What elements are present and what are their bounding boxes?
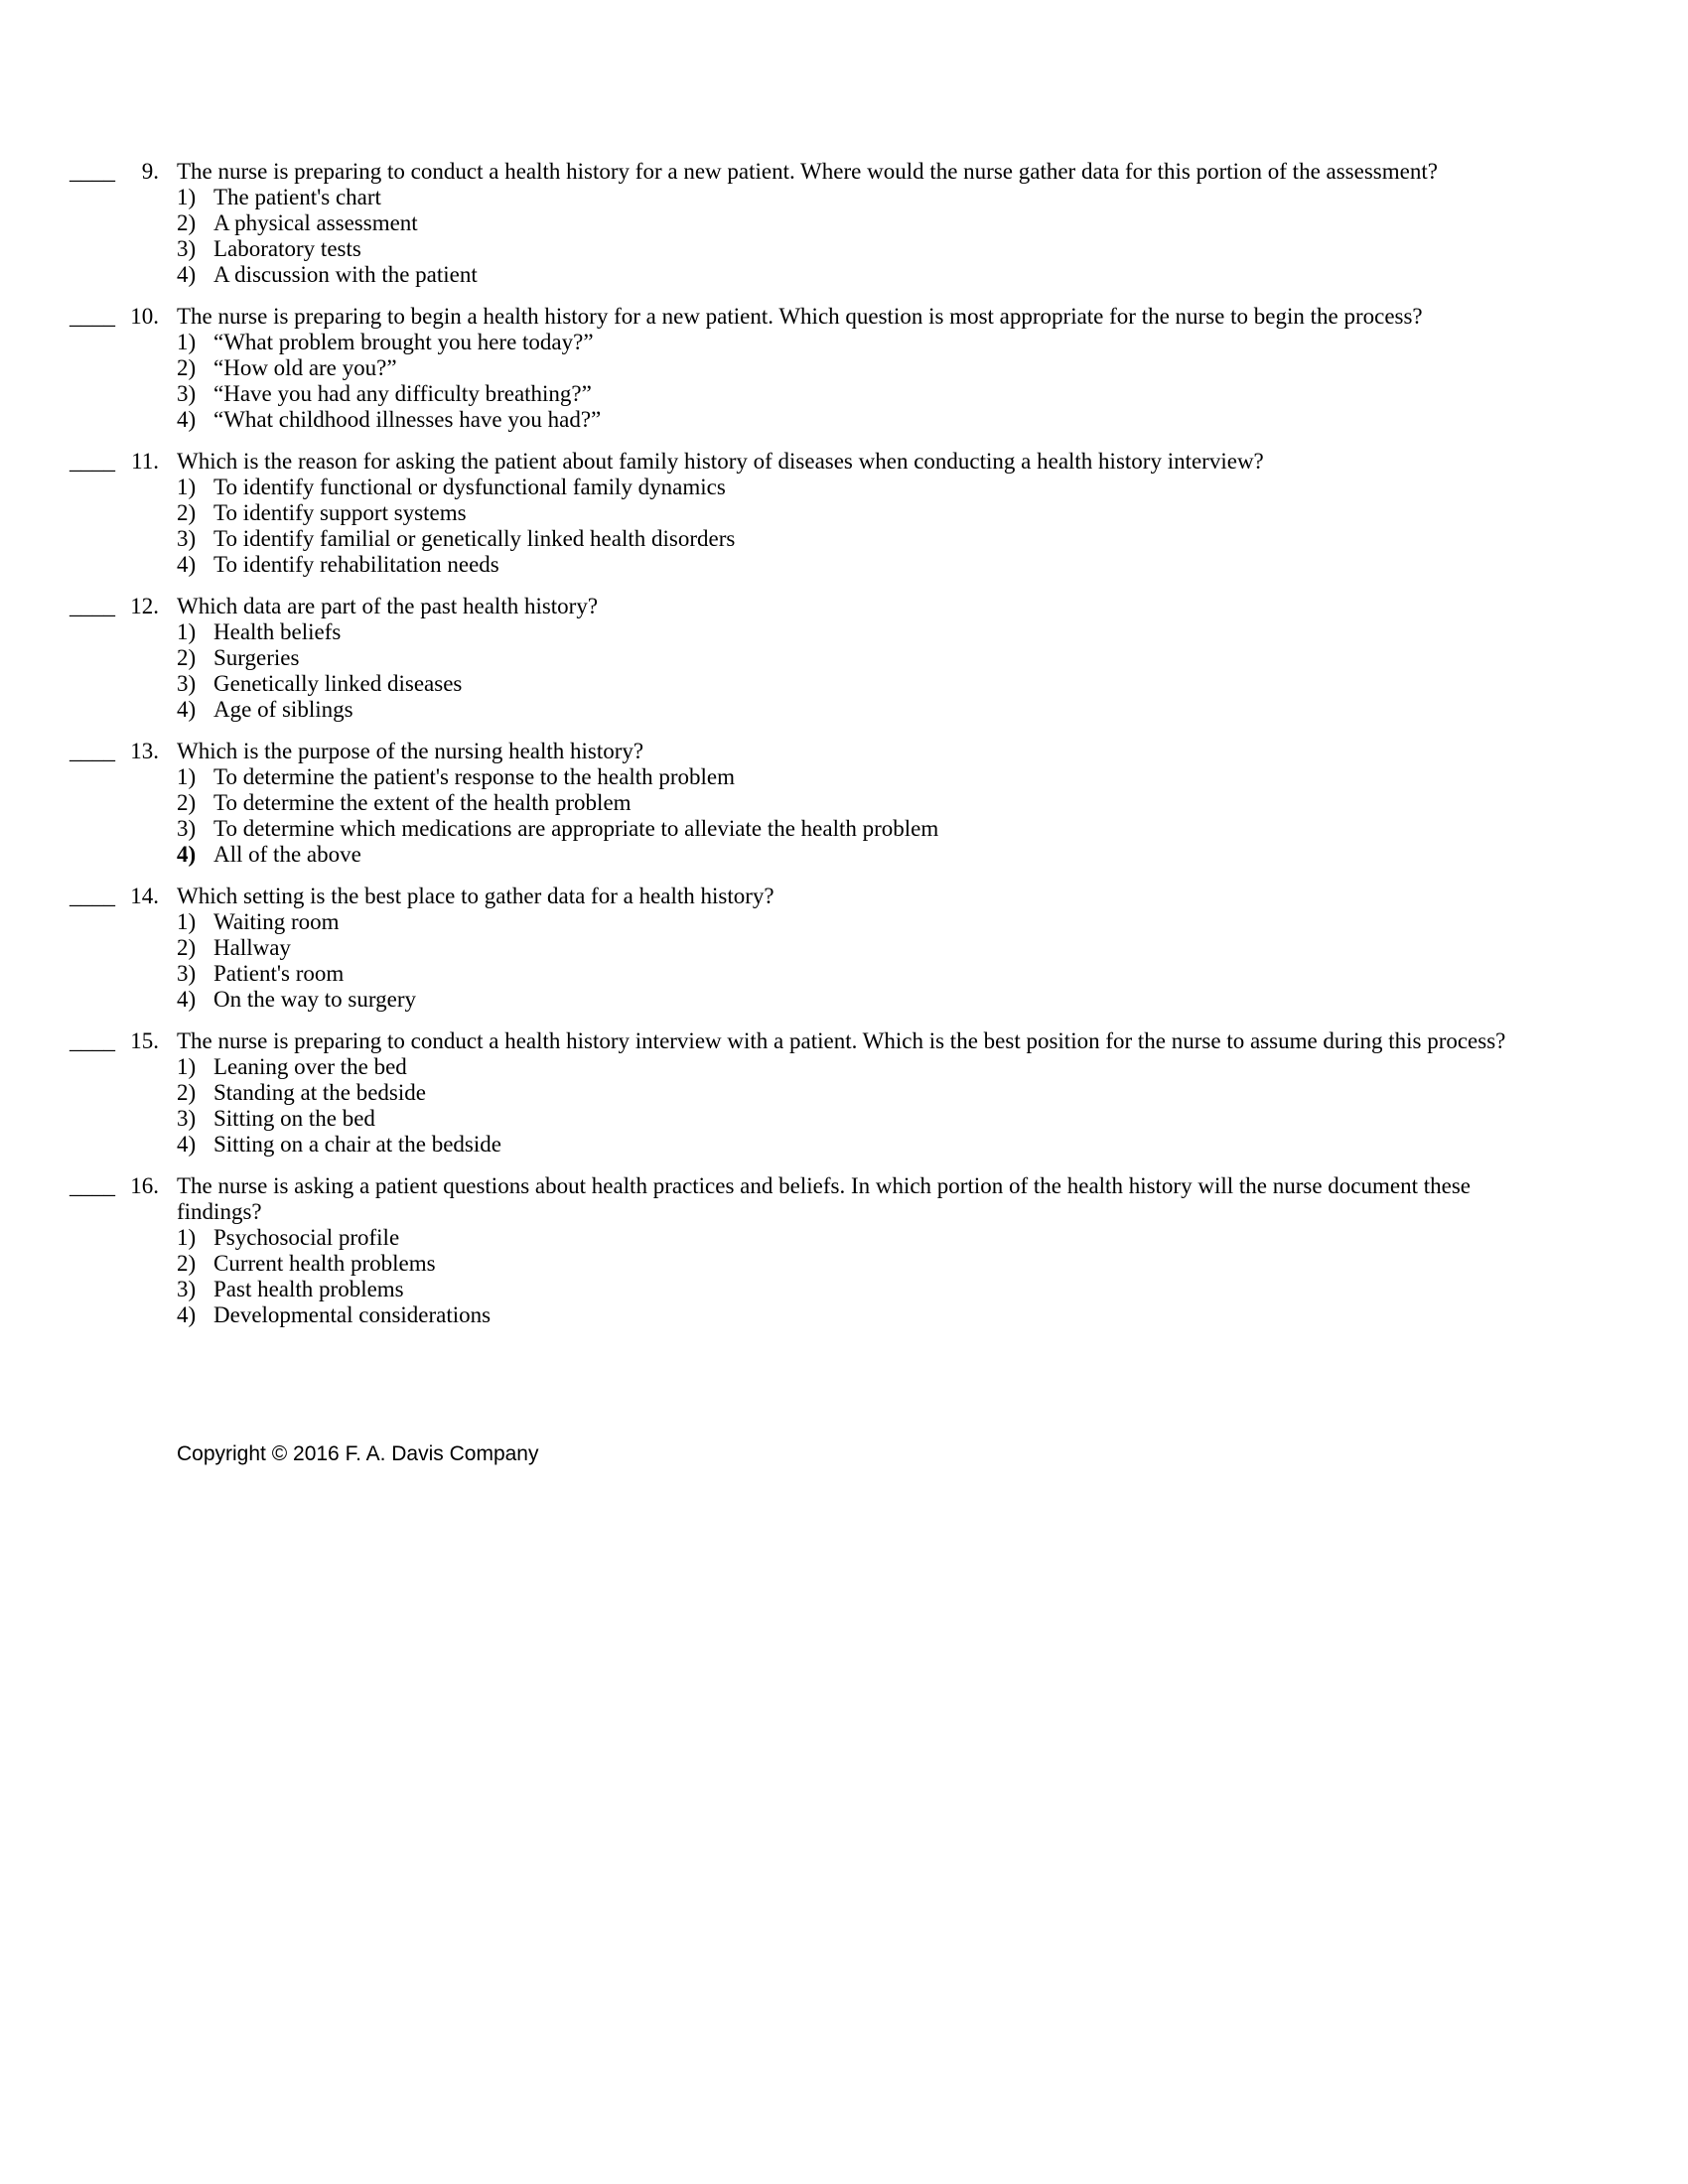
option-number: 1)	[177, 185, 197, 209]
question-text: Which data are part of the past health history?	[177, 594, 599, 618]
option-item	[177, 816, 1519, 842]
option-item	[177, 961, 1519, 987]
option-item	[177, 262, 1519, 288]
option-item	[177, 210, 1519, 236]
copyright-text: Copyright © 2016 F. A. Davis Company	[177, 1442, 539, 1465]
option-number: 4)	[177, 697, 197, 722]
option-text: Laboratory tests	[213, 236, 361, 261]
question-text: The nurse is asking a patient questions about health practices and beliefs. In which portion of the health history will the nurse document these findings?	[177, 1173, 1471, 1224]
option-number: 3)	[177, 961, 197, 986]
option-item	[177, 790, 1519, 816]
option-number: 2)	[177, 935, 197, 960]
option-text: “What childhood illnesses have you had?”	[213, 407, 602, 432]
answer-blank: ____	[70, 594, 115, 618]
option-item	[177, 1132, 1519, 1158]
option-list	[177, 185, 1519, 288]
question-number: 12.	[130, 594, 159, 618]
option-number: 4)	[177, 552, 197, 577]
option-item	[177, 1302, 1519, 1328]
option-number: 4)	[177, 1302, 197, 1327]
question-number: 15.	[130, 1028, 159, 1053]
question-block	[70, 159, 1519, 288]
option-item	[177, 909, 1519, 935]
option-list	[177, 330, 1519, 433]
option-text: Past health problems	[213, 1277, 404, 1301]
question-block	[70, 1028, 1519, 1158]
question-number: 11.	[131, 449, 159, 474]
option-text: To identify familial or genetically linked health disorders	[213, 526, 736, 551]
option-number: 1)	[177, 764, 197, 789]
option-number: 3)	[177, 1277, 197, 1301]
option-number: 3)	[177, 526, 197, 551]
option-number: 1)	[177, 1054, 197, 1079]
page-footer	[177, 1441, 538, 1467]
question-content	[177, 884, 1519, 1013]
option-text: Patient's room	[213, 961, 345, 986]
option-item	[177, 407, 1519, 433]
option-text: Genetically linked diseases	[213, 671, 463, 696]
question-block	[70, 449, 1519, 578]
question-content	[177, 1173, 1519, 1328]
option-text: “Have you had any difficulty breathing?”	[213, 381, 592, 406]
option-text: Surgeries	[213, 645, 300, 670]
option-list	[177, 475, 1519, 578]
option-text: To determine which medications are appropriate to alleviate the health problem	[213, 816, 939, 841]
option-number: 2)	[177, 645, 197, 670]
option-item	[177, 671, 1519, 697]
option-item	[177, 645, 1519, 671]
option-number: 4)	[177, 842, 197, 867]
option-list	[177, 909, 1519, 1013]
question-block	[70, 884, 1519, 1013]
option-item	[177, 330, 1519, 355]
option-number: 1)	[177, 330, 197, 354]
question-block	[70, 1173, 1519, 1328]
option-number: 1)	[177, 619, 197, 644]
question-text: The nurse is preparing to conduct a health history for a new patient. Where would the nurse gather data for this portion of the assessment?	[177, 159, 1438, 184]
option-text: Age of siblings	[213, 697, 353, 722]
option-text: “What problem brought you here today?”	[213, 330, 594, 354]
answer-blank: ____	[70, 449, 115, 474]
option-number: 2)	[177, 355, 197, 380]
option-text: On the way to surgery	[213, 987, 416, 1012]
option-text: Waiting room	[213, 909, 340, 934]
option-number: 2)	[177, 1251, 197, 1276]
option-item	[177, 1225, 1519, 1251]
answer-blank: ____	[70, 304, 115, 329]
option-text: All of the above	[213, 842, 361, 867]
option-text: Health beliefs	[213, 619, 342, 644]
option-list	[177, 619, 1519, 723]
question-text: Which is the purpose of the nursing health history?	[177, 739, 644, 763]
question-text: The nurse is preparing to begin a health history for a new patient. Which question is most appropriate for the nurse to begin the process?	[177, 304, 1423, 329]
option-item	[177, 185, 1519, 210]
option-item	[177, 1277, 1519, 1302]
option-text: Hallway	[213, 935, 291, 960]
answer-blank: ____	[70, 739, 115, 763]
option-list	[177, 1225, 1519, 1328]
option-list	[177, 764, 1519, 868]
option-text: Standing at the bedside	[213, 1080, 426, 1105]
option-number: 1)	[177, 475, 197, 499]
question-number: 9.	[141, 159, 159, 184]
option-text: Sitting on a chair at the bedside	[213, 1132, 501, 1157]
question-block	[70, 304, 1519, 433]
option-text: Developmental considerations	[213, 1302, 492, 1327]
question-list	[70, 159, 1519, 1328]
option-text: A discussion with the patient	[213, 262, 478, 287]
question-content	[177, 1028, 1519, 1158]
option-item	[177, 236, 1519, 262]
question-text: Which is the reason for asking the patient about family history of diseases when conducting a health history interview?	[177, 449, 1264, 474]
option-item	[177, 987, 1519, 1013]
option-item	[177, 619, 1519, 645]
option-item	[177, 842, 1519, 868]
option-number: 3)	[177, 381, 197, 406]
question-number: 16.	[130, 1173, 159, 1198]
option-text: Current health problems	[213, 1251, 436, 1276]
question-content	[177, 159, 1519, 288]
option-number: 2)	[177, 500, 197, 525]
option-number: 4)	[177, 1132, 197, 1157]
option-item	[177, 1251, 1519, 1277]
question-number: 14.	[130, 884, 159, 908]
option-number: 4)	[177, 987, 197, 1012]
question-content	[177, 449, 1519, 578]
option-text: Psychosocial profile	[213, 1225, 400, 1250]
answer-blank: ____	[70, 1028, 115, 1053]
question-content	[177, 739, 1519, 868]
option-number: 3)	[177, 816, 197, 841]
option-item	[177, 1106, 1519, 1132]
option-number: 1)	[177, 1225, 197, 1250]
question-block	[70, 594, 1519, 723]
option-item	[177, 475, 1519, 500]
question-text: Which setting is the best place to gather data for a health history?	[177, 884, 774, 908]
answer-blank: ____	[70, 159, 115, 184]
option-item	[177, 526, 1519, 552]
option-number: 4)	[177, 407, 197, 432]
option-text: A physical assessment	[213, 210, 418, 235]
option-number: 2)	[177, 1080, 197, 1105]
option-number: 4)	[177, 262, 197, 287]
option-text: To identify support systems	[213, 500, 467, 525]
question-block	[70, 739, 1519, 868]
option-item	[177, 764, 1519, 790]
question-number: 13.	[130, 739, 159, 763]
option-list	[177, 1054, 1519, 1158]
answer-blank: ____	[70, 1173, 115, 1198]
option-number: 1)	[177, 909, 197, 934]
option-item	[177, 1054, 1519, 1080]
option-number: 3)	[177, 1106, 197, 1131]
option-text: To determine the extent of the health problem	[213, 790, 632, 815]
option-text: Sitting on the bed	[213, 1106, 375, 1131]
answer-blank: ____	[70, 884, 115, 908]
option-number: 3)	[177, 236, 197, 261]
question-content	[177, 594, 1519, 723]
option-text: “How old are you?”	[213, 355, 397, 380]
option-text: To determine the patient's response to the health problem	[213, 764, 735, 789]
question-content	[177, 304, 1519, 433]
option-text: The patient's chart	[213, 185, 381, 209]
option-item	[177, 381, 1519, 407]
option-number: 2)	[177, 210, 197, 235]
option-text: Leaning over the bed	[213, 1054, 407, 1079]
option-text: To identify functional or dysfunctional family dynamics	[213, 475, 726, 499]
option-item	[177, 697, 1519, 723]
option-number: 2)	[177, 790, 197, 815]
option-item	[177, 355, 1519, 381]
option-item	[177, 552, 1519, 578]
option-item	[177, 935, 1519, 961]
question-number: 10.	[130, 304, 159, 329]
option-item	[177, 500, 1519, 526]
question-text: The nurse is preparing to conduct a health history interview with a patient. Which is the best position for the nurse to assume during this process?	[177, 1028, 1506, 1053]
option-number: 3)	[177, 671, 197, 696]
option-text: To identify rehabilitation needs	[213, 552, 499, 577]
option-item	[177, 1080, 1519, 1106]
